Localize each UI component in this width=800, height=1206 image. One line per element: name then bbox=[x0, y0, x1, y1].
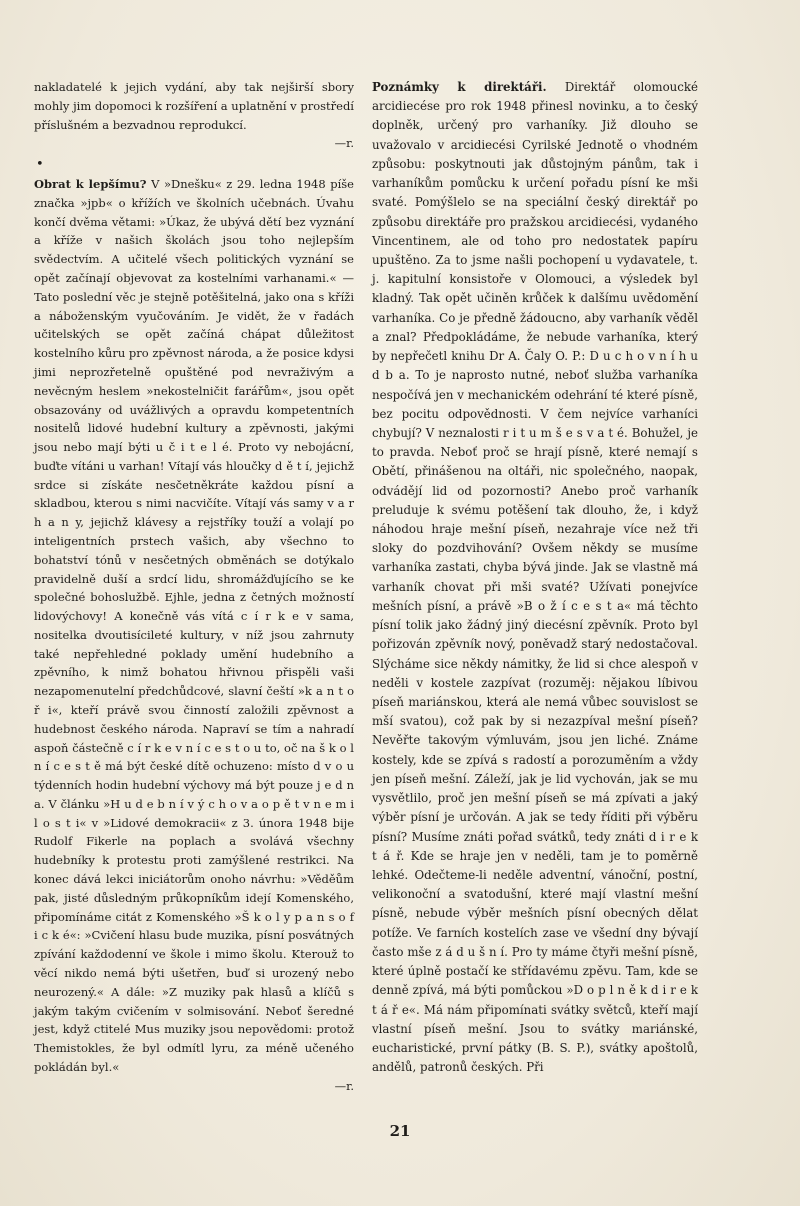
intro-signature: —r. bbox=[334, 136, 354, 151]
page-number: 21 bbox=[389, 1122, 411, 1140]
obrat-paragraph bbox=[34, 175, 354, 1095]
section-title-poznamky: Poznámky k direktáři. bbox=[372, 80, 547, 94]
intro-text: nakladatelé k jejich vydání, aby tak nejširší sbory mohly jim dopomoci k rozšíření a uplatnění v prostředí příslušném a bezvadnou reprodukcí. bbox=[34, 80, 354, 132]
section-separator: • bbox=[36, 157, 44, 173]
poznamky-paragraph bbox=[372, 78, 698, 1077]
section-title-obrat: Obrat k lepšímu? bbox=[34, 177, 147, 192]
intro-paragraph bbox=[34, 78, 354, 153]
left-column bbox=[34, 78, 354, 1095]
obrat-signature: —r. bbox=[334, 1078, 354, 1093]
section-body-poznamky: Direktář olomoucké arcidiecése pro rok 1948 přinesl novinku, a to český doplněk, určený pro varhaníky. Již dlouho se uvažovalo v arcidiecési Cyrilské Jednotě o vhodném způsobu: poskytnouti jak důstojným pánům, tak i varhaníkům pomůcku k určení pořadu písní ke mši svaté. Pomýšlelo se na speciální český direktář po způsobu direktáře pro pražskou arcidiecési, vydaného Vincentinem, ale od toho pro nedostatek papíru upuštěno. Za to jsme našli pochopení u vydavatele, t. j. kapitulní konsistoře v Olomouci, a výsledek byl kladný. Tak opět učiněn krůček k dalšímu uvědomění varhaníka. Co je předně žádoucno, aby varhaník věděl a znal? Předpokládáme, že nebude varhaníka, který by nepřečetl knihu Dr A. Čaly O. P.: D u c h o v n í h u d b a. To je naprosto nutné, neboť služba varhaníka nespočívá jen v mechanickém odehrání té které písně, bez pocitu odpovědnosti. V čem nejvíce varhaníci chybují? V neznalosti r i t u m š e s v a t é. Bohužel, je to pravda. Neboť proč se hrají písně, které nemají s Obětí, přinášenou na oltáři, nic společného, naopak, odvádějí lid od pozornosti? Anebo proč varhaník preluduje k svému potěšení tak dlouho, že, i když náhodou hraje mešní píseň, nezahraje více než tři sloky do pozdvihování? Ovšem někdy se musíme varhaníka zastati, chyba bývá jinde. Jak se vlastně má varhaník chovat při mši svaté? Užívati ponejvíce mešních písní, a právě »B o ž í c e s t a« má těchto písní tolik jako žádný jiný diecésní zpěvník. Proto byl pořizován zpěvník nový, poněvadž starý nedostačoval. Slýcháme sice někdy námitky, že lid si chce alespoň v neděli v kostele zazpívat (rozuměj: nějakou líbivou píseň mariánskou, která ale nemá vůbec souvislost se mší svatou), což pak by si nezazpíval mešní píseň? Nevěřte takovým výmluvám, jsou jen liché. Známe kostely, kde se zpívá s radostí a porozuměním a vždy jen píseň mešní. Záleží, jak je lid vychován, jak se mu vysvětlilo, proč jen mešní píseň se má zpívati a jaký výběr písní je určován. A jak se tedy říditi při výběru písní? Musíme znáti pořad svátků, tedy znáti d i r e k t á ř. Kde se hraje jen v neděli, tam je to poměrně lehké. Odečteme-li neděle adventní, vánoční, postní, velikonoční a svatodušní, které mají vlastní mešní písně, nebude výběr mešních písní obecných dělat potíže. Ve farních kostelích zase ve všední dny bývají často mše z á d u š n í. Pro ty máme čtyři mešní písně, které úplně postačí ke střídavému zpěvu. Tam, kde se denně zpívá, má býti pomůckou »D o p l n ě k d i r e k t á ř e«. Má nám připomínati svátky světců, kteří mají vlastní píseň mešní. Jsou to svátky mariánské, eucharistické, první pátky (B. S. P.), svátky apoštolů, andělů, patronů českých. Při bbox=[372, 80, 699, 1075]
section-body-obrat: V »Dnešku« z 29. ledna 1948 píše značka »jpb« o křížích ve školních učebnách. Úvahu končí dvěma větami: »Úkaz, že ubývá dětí bez vyznání a kříže v našich školách jsou toho nejlepším svědectvím. A učitelé všech politických vyznání se opět začínají objevovat za kostelními varhanami.« — Tato poslední věc je stejně potěšitelná, jako ona s kříži a náboženským vyučováním. Je vidět, že v řadách učitelských se opět začíná chápat důležitost kostelního kůru pro zpěvnost národa, a že posice kdysi jimi neprozřetelně opuštěné pod nevraživým a nevěcným heslem »nekostelničit farářům«, jsou opět obsazovány od uvážlivých a opravdu kompetentních nositelů lidové hudební kultury a zpěvnosti, jakými jsou nebo mají býti u č i t e l é. Proto vy nebojácní, buďte vítáni u varhan! Vítají vás hloučky d ě t í, jejichž srdce si získáte nesčetněkráte každou písní a skladbou, kterou s nimi nacvičíte. Vítají vás samy v a r h a n y, jejichž klávesy a rejstříky touží a volají po inteligentních prstech vašich, aby všechno to bohatství tónů v nesčetných obměnách se dotýkalo pravidelně duší a srdcí lidu, shromážďujícího se ke společné bohoslužbě. Ejhle, jedna z četných možností lidovýchovy! A konečně vás vítá c í r k e v sama, nositelka dvoutisícileté kultury, v níž jsou zahrnuty také nepřehledné poklady umění hudebního a zpěvního, k nimž bohatou hřivnou přispěli vaši nezapomenutelní předchůdcové, slavní čeští »k a n t o ř i«, kteří právě svou činností založili zpěvnost a hudebnost českého národa. Napraví se tím a nahradí aspoň částečně c í r k e v n í c e s t o u to, oč na š k o l n í c e s t ě má být české dítě ochuzeno: místo d v o u týdenních hodin hudební výchovy má být pouze j e d n a. V článku »H u d e b n í v ý c h o v a o p ě t v n e m i l o s t i« v »Lidové demokracii« z 3. února 1948 bije Rudolf Fikerle na poplach a svolává všechny hudebníky k protestu proti zamýšlené restrikci. Na konec dává lekci iniciátorům onoho návrhu: »Věděům pak, jisté důsledným průkopníkům idejí Komenského, připomínáme citát z Komenského »Š k o l y p a n s o f i c k é«: »Cvičení hlasu bude muzika, písní posvátných zpívání každodenní ve škole i mimo školu. Kterouž to věcí nikdo nemá býti ušetřen, buď si urozený nebo neurozený.« A dále: »Z muziky pak hlasů a klíčů s jakým takým cvičením v solmisování. Neboť šeredné jest, když ctitelé Mus muziky jsou nepovědomi: protož Themistokles, že byl odmítl lyru, za méně učeného pokládán byl.« bbox=[34, 177, 354, 1074]
right-column bbox=[372, 78, 698, 1077]
